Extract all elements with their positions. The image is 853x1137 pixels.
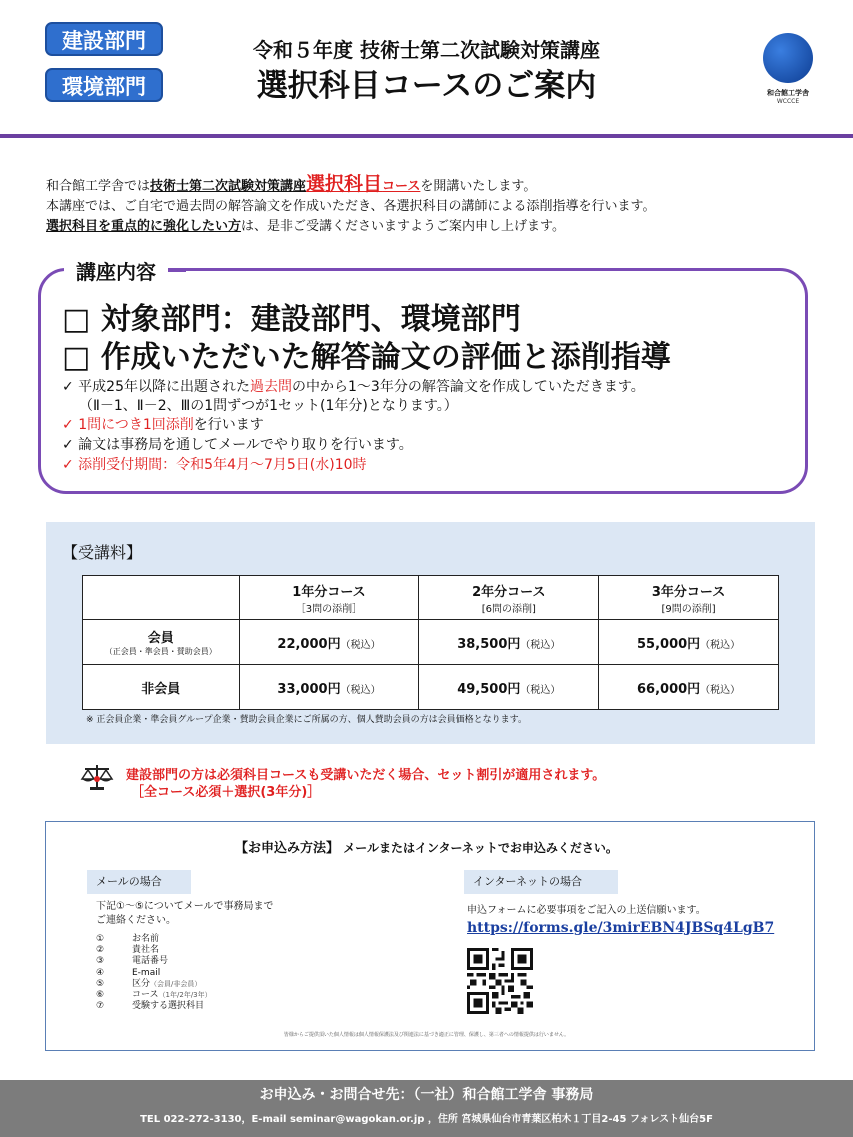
fee-label: 非会員 <box>141 681 181 697</box>
check-item-1-sub: （Ⅱ－1、Ⅱ－2、Ⅲの1問ずつが1セット(1年分)となります。） <box>79 398 458 414</box>
fee-price: 49,500円 <box>457 681 521 697</box>
fee-tax: （税込） <box>520 684 561 696</box>
list-item <box>96 1001 212 1012</box>
mail-label: メールの場合 <box>87 870 191 894</box>
fee-header-3 <box>599 576 779 620</box>
fee-course-sub: ［3問の添削］ <box>295 603 363 615</box>
item-number: ④ <box>96 967 105 978</box>
list-item <box>96 945 212 956</box>
set-discount-detail: ［全コース必須＋選択(3年分)］ <box>131 785 321 800</box>
item-number: ① <box>96 934 105 944</box>
item-number: ⑦ <box>96 1001 105 1012</box>
list-item <box>96 990 212 1001</box>
fee-cell <box>599 665 779 710</box>
fee-course-sub: [9問の添削] <box>661 603 716 615</box>
item-number: ② <box>96 945 105 956</box>
course-point-2: □ 作成いただいた解答論文の評価と添削指導 <box>62 340 671 375</box>
fee-cell <box>239 620 419 665</box>
qr-code-icon[interactable] <box>467 948 533 1014</box>
check-item-3: ✓ 論文は事務局を通してメールでやり取りを行います。 <box>62 437 413 453</box>
fee-cell <box>419 665 599 710</box>
tag-kankyo: 環境部門 <box>45 68 163 102</box>
intro-target: 選択科目を重点的に強化したい方 <box>46 219 242 234</box>
fee-price: 38,500円 <box>457 636 521 652</box>
footer-contact-title: お申込み・お問合せ先：（一社）和合館工学舎 事務局 <box>259 1087 594 1103</box>
mail-text-line: ご連絡ください。 <box>96 915 176 926</box>
fee-header-row <box>83 576 779 620</box>
fee-course-sub: [6問の添削] <box>481 603 536 615</box>
intro-text <box>46 174 826 237</box>
fee-cell <box>239 665 419 710</box>
fee-note: ※ 正会員企業・準会員グループ企業・賛助会員企業にご所属の方、個人賛助会員の方は会員価格となります。 <box>86 715 527 725</box>
item-sub: （会員/非会員） <box>150 979 202 988</box>
fee-row-label <box>83 620 240 665</box>
fee-price: 66,000円 <box>637 681 701 697</box>
item-number: ③ <box>96 956 105 967</box>
apply-title <box>0 837 853 856</box>
item-text: 貴社名 <box>132 945 160 956</box>
intro-highlight: 選択科目 <box>306 173 383 195</box>
fee-cell <box>599 620 779 665</box>
header-divider <box>0 134 853 138</box>
apply-title-text: メールまたはインターネットでお申込みください。 <box>343 841 618 855</box>
intro-course-name: 技術士第二次試験対策講座 <box>150 179 307 194</box>
fee-price: 33,000円 <box>277 681 341 697</box>
item-text: E-mail <box>132 967 161 978</box>
set-discount-text: 建設部門の方は必須科目コースも受講いただく場合、セット割引が適用されます。 <box>126 768 606 783</box>
check-highlight: 1問につき1回添削 <box>78 417 194 433</box>
fee-label-sub: （正会員・準会員・賛助会員） <box>104 647 217 656</box>
fee-price: 22,000円 <box>277 636 341 652</box>
fee-tax: （税込） <box>700 684 741 696</box>
course-point-1: □ 対象部門：建設部門、環境部門 <box>62 302 521 337</box>
course-box-title: 講座内容 <box>64 256 168 285</box>
fee-header-1 <box>239 576 419 620</box>
item-text: 受験する選択科目 <box>132 1001 205 1012</box>
application-form-link[interactable]: https://forms.gle/3mirEBN4JBSq4LgB7 <box>467 920 775 936</box>
fee-tax: （税込） <box>340 639 381 651</box>
item-number: ⑥ <box>96 990 105 1001</box>
fee-label: 会員 <box>147 631 174 646</box>
mail-instructions <box>96 900 274 928</box>
fee-cell <box>419 620 599 665</box>
mail-text-line: 下記①～⑤についてメールで事務局まで <box>96 901 274 912</box>
internet-label: インターネットの場合 <box>464 870 618 894</box>
fee-title: 【受講料】 <box>62 543 143 562</box>
item-text: コース <box>132 990 159 1001</box>
check-item-4: ✓ 添削受付期間：令和5年4月～7月5日(水)10時 <box>62 457 367 473</box>
logo-icon <box>763 33 813 83</box>
fee-course-name: 3年分コース <box>651 584 726 600</box>
check-text: を行います <box>193 417 264 433</box>
fee-row-member <box>83 620 779 665</box>
list-item <box>96 979 212 990</box>
balance-scale-icon <box>80 760 114 794</box>
privacy-note: 皆様からご提供頂いた個人情報は個人情報保護法及び関連法に基づき適正に管理、保護し、第三者への情報提供は行いません。 <box>283 1032 570 1038</box>
list-item <box>96 956 212 967</box>
fee-header-2 <box>419 576 599 620</box>
internet-instructions: 申込フォームに必要事項をご記入の上送信願います。 <box>467 905 706 916</box>
fee-row-label <box>83 665 240 710</box>
intro-text-l3b: は、是非ご受講くださいますようご案内申し上げます。 <box>241 219 565 234</box>
fee-table <box>82 575 779 710</box>
apply-title-label: 【お申込み方法】 <box>235 841 340 856</box>
fee-course-name: 2年分コース <box>472 584 546 600</box>
footer-contact-details: TEL 022-272-3130，E-mail seminar@wagokan.or.jp ，住所 宮城県仙台市青葉区柏木１丁目2-45 フォレスト仙台5F <box>140 1114 713 1125</box>
fee-header-empty <box>83 576 240 620</box>
fee-tax: （税込） <box>340 684 381 696</box>
check-item-2 <box>62 414 264 434</box>
fee-course-name: 1年分コース <box>292 584 366 600</box>
item-number: ⑤ <box>96 978 105 989</box>
check-item-1 <box>62 376 645 396</box>
intro-text-a: 和合館工学舎では <box>46 179 151 194</box>
item-sub: （1年/2年/3年） <box>158 991 212 1000</box>
intro-text-e: を開講いたします。 <box>420 179 537 194</box>
check-text: ✓ 平成25年以降に出題された <box>62 379 250 395</box>
check-highlight: 過去問 <box>250 379 292 395</box>
check-text: の中から1～3年分の解答論文を作成していただきます。 <box>292 379 645 395</box>
item-text: お名前 <box>132 934 160 944</box>
list-item <box>96 934 212 945</box>
fee-tax: （税込） <box>520 639 561 651</box>
fee-row-nonmember <box>83 665 779 710</box>
check-mark: ✓ <box>62 417 79 433</box>
item-text: 区分 <box>132 978 151 989</box>
intro-line-2: 本講座では、ご自宅で過去問の解答論文を作成いただき、各選択科目の講師による添削指導を行います。 <box>46 199 656 214</box>
intro-line-3 <box>46 217 826 237</box>
logo-abbr: WCCCE <box>776 98 800 105</box>
logo-name: 和合館工学舎 <box>767 89 809 97</box>
intro-course-word: コース <box>382 179 421 194</box>
intro-line-1 <box>46 174 826 197</box>
fee-price: 55,000円 <box>637 636 701 652</box>
tag-kensetsu: 建設部門 <box>45 22 163 56</box>
page-subtitle: 令和５年度 技術士第二次試験対策講座 <box>253 38 600 62</box>
item-text: 電話番号 <box>132 956 169 967</box>
page-title: 選択科目コースのご案内 <box>256 68 597 104</box>
list-item <box>96 968 212 979</box>
fee-tax: （税込） <box>700 639 741 651</box>
mail-item-list <box>96 934 212 1012</box>
